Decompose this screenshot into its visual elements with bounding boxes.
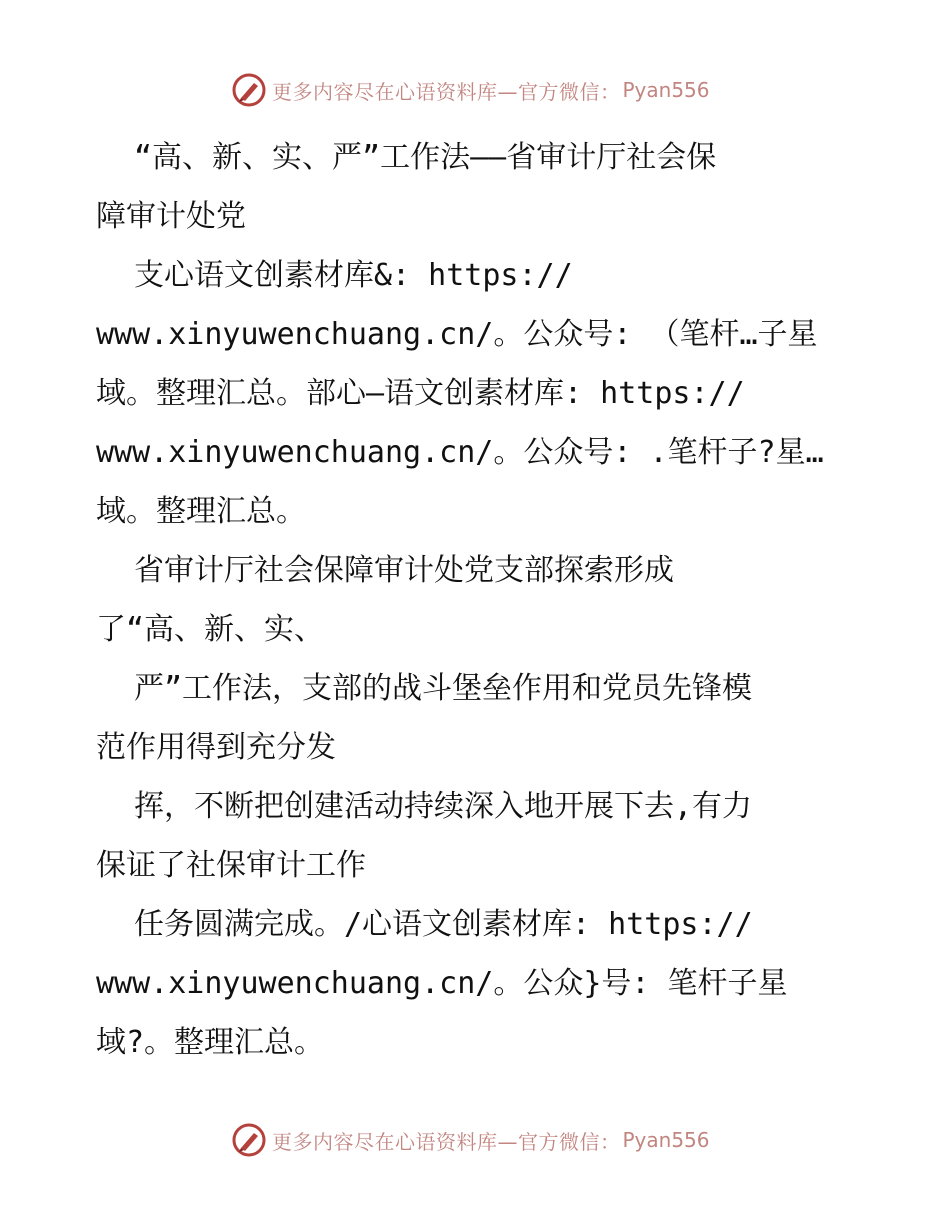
pen-logo-icon <box>232 1123 266 1157</box>
header-banner <box>232 72 752 108</box>
footer-banner <box>232 1122 752 1158</box>
header-banner-text: 更多内容尽在心语资料库—官方微信： <box>272 79 621 104</box>
text-line: “高、新、实、严”工作法——省审计厅社会保 <box>134 140 717 175</box>
text-line: 严”工作法，支部的战斗堡垒作用和党员先锋模 <box>134 671 753 706</box>
text-line: 支心语文创素材库&: https:// <box>134 258 573 293</box>
footer-banner-text: 更多内容尽在心语资料库—官方微信： <box>272 1129 621 1154</box>
text-line: www.xinyuwenchuang.cn/。公众号: （笔杆…子星 <box>96 317 818 352</box>
text-line: 域。整理汇总。 <box>96 494 306 529</box>
text-line: 挥，不断把创建活动持续深入地开展下去,有力 <box>134 789 753 824</box>
text-line: 范作用得到充分发 <box>96 730 336 765</box>
text-line: 域?。整理汇总。 <box>96 1025 325 1060</box>
document-body <box>96 128 856 1072</box>
pen-logo-icon <box>232 73 266 107</box>
header-wechat-id: Pyan556 <box>622 78 710 102</box>
text-line: 了“高、新、实、 <box>96 612 325 647</box>
text-line: www.xinyuwenchuang.cn/。公众}号: 笔杆子星 <box>96 966 788 1001</box>
footer-wechat-id: Pyan556 <box>622 1128 710 1152</box>
text-line: 域。整理汇总。部心—语文创素材库: https:// <box>96 376 745 411</box>
text-line: 保证了社保审计工作 <box>96 848 366 883</box>
text-line: 省审计厅社会保障审计处党支部探索形成 <box>134 553 674 588</box>
text-line: 障审计处党 <box>96 199 246 234</box>
text-line: 任务圆满完成。/心语文创素材库: https:// <box>134 907 753 942</box>
text-line: www.xinyuwenchuang.cn/。公众号: .笔杆子?星… <box>96 435 824 470</box>
